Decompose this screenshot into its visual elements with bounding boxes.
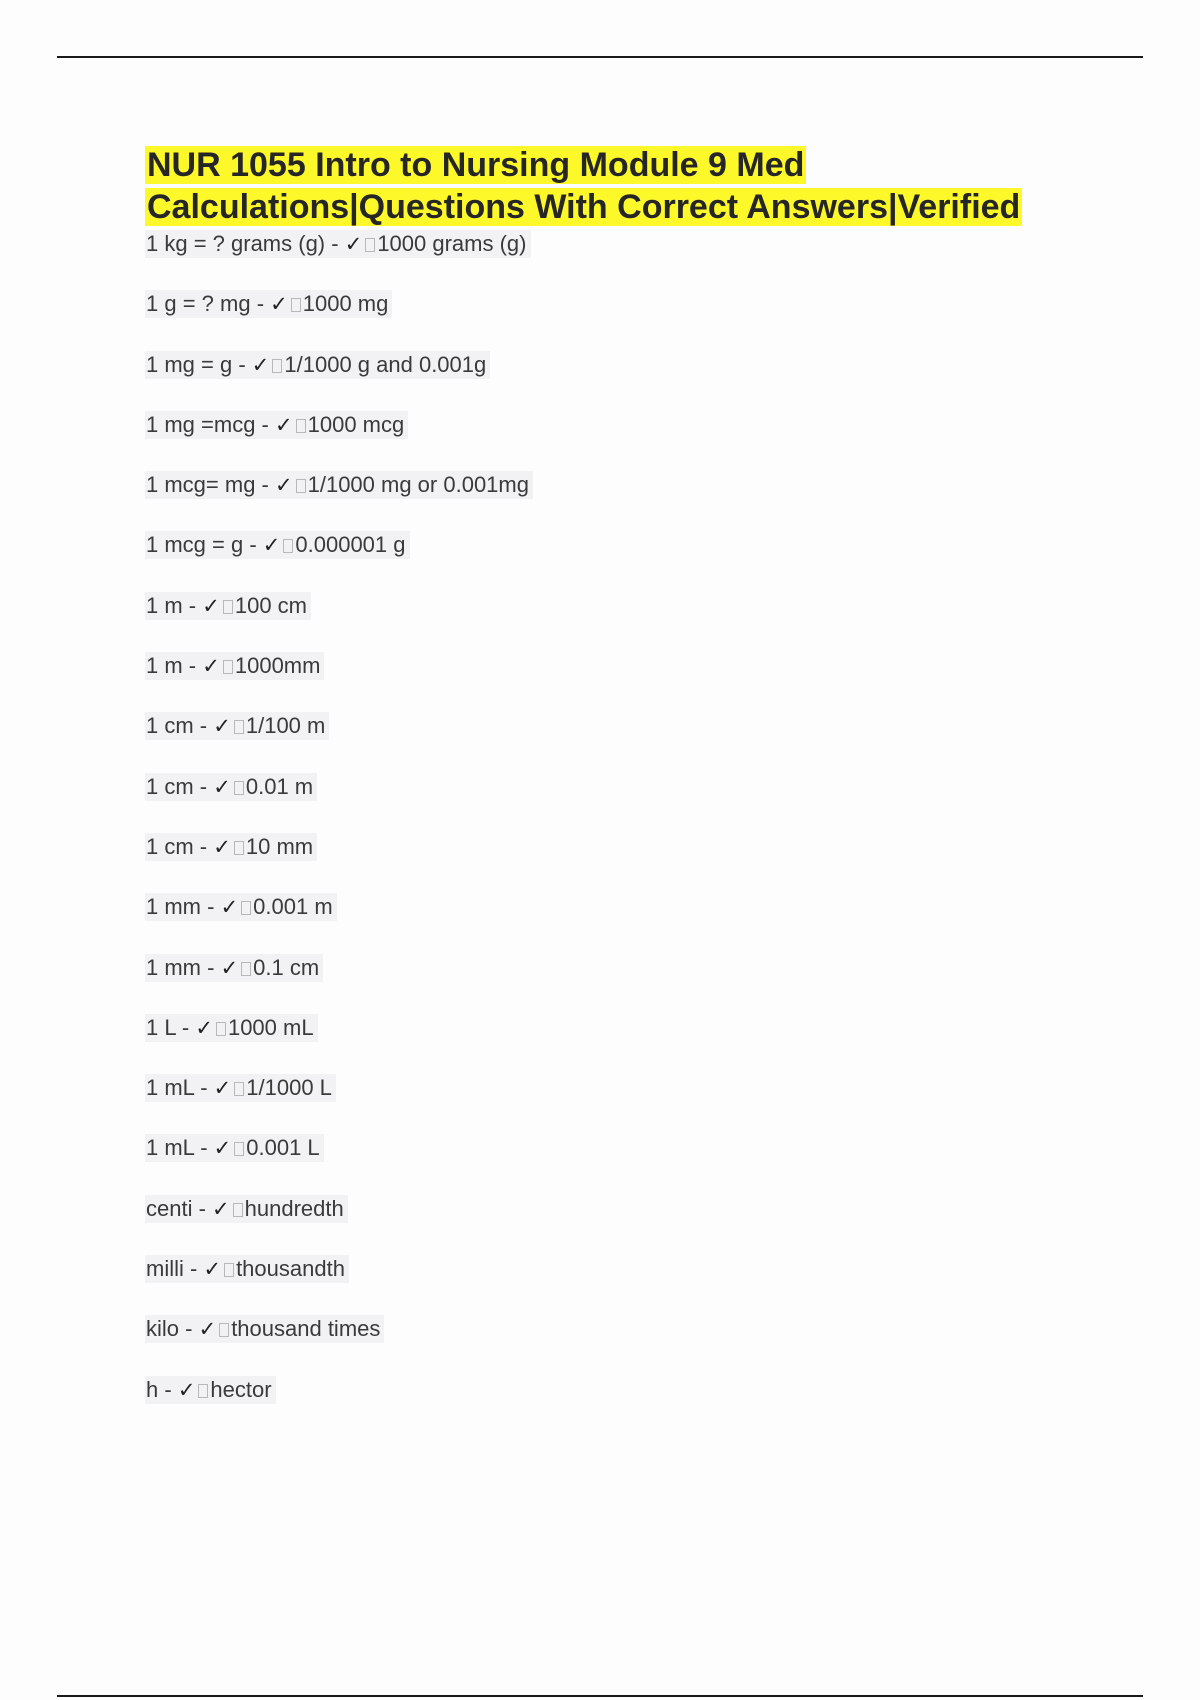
check-icon: ✓ — [202, 593, 220, 618]
qa-separator: - — [255, 472, 275, 498]
qa-item — [145, 652, 1105, 712]
qa-item — [145, 1255, 1105, 1315]
qa-separator: - — [243, 532, 263, 558]
qa-item — [145, 351, 1105, 411]
qa-item — [145, 1014, 1105, 1074]
qa-answer: 0.1 cm — [253, 954, 320, 980]
qa-question: 1 mL — [146, 1135, 195, 1161]
qa-item — [145, 1315, 1105, 1375]
qa-answer: 1/100 m — [245, 713, 326, 739]
qa-line — [145, 290, 392, 318]
qa-question: 1 m — [146, 592, 183, 618]
qa-question: 1 L — [146, 1014, 176, 1040]
qa-answer: 0.000001 g — [295, 532, 406, 558]
box-icon — [234, 841, 244, 855]
document-body — [145, 144, 1105, 1436]
title-highlight: NUR 1055 Intro to Nursing Module 9 Med Calculations|Questions With Correct Answers|Verified — [147, 146, 1021, 226]
qa-line — [145, 1074, 336, 1102]
qa-item — [145, 1134, 1105, 1194]
box-icon — [234, 720, 244, 734]
box-icon — [219, 1323, 229, 1337]
document-title — [145, 144, 1105, 228]
qa-item — [145, 1376, 1105, 1436]
box-icon — [223, 660, 233, 674]
qa-answer: 0.001 L — [246, 1135, 320, 1161]
check-icon: ✓ — [202, 654, 220, 679]
qa-line — [145, 1315, 384, 1343]
qa-question: 1 m — [146, 653, 183, 679]
check-icon: ✓ — [275, 412, 293, 437]
check-icon: ✓ — [198, 1317, 217, 1342]
qa-question: centi — [146, 1195, 193, 1221]
qa-answer: 10 mm — [245, 833, 314, 859]
box-icon — [233, 1203, 243, 1217]
qa-separator: - — [194, 1135, 214, 1161]
qa-line — [145, 411, 408, 439]
box-icon — [272, 359, 282, 373]
box-icon — [296, 419, 306, 433]
qa-answer: hector — [210, 1376, 272, 1402]
check-icon: ✓ — [344, 232, 363, 256]
box-icon — [224, 1263, 234, 1277]
qa-item — [145, 954, 1105, 1014]
check-icon: ✓ — [213, 714, 231, 739]
box-icon — [216, 1022, 226, 1036]
qa-item — [145, 592, 1105, 652]
qa-answer: 100 cm — [234, 592, 308, 618]
qa-item — [145, 411, 1105, 471]
check-icon: ✓ — [213, 774, 231, 799]
bottom-rule — [57, 1695, 1143, 1697]
check-icon: ✓ — [212, 1196, 230, 1221]
qa-item — [145, 1074, 1105, 1134]
qa-question: 1 mcg= mg — [146, 472, 256, 498]
qa-separator: - — [232, 351, 252, 377]
qa-separator: - — [201, 894, 221, 920]
qa-item — [145, 893, 1105, 953]
qa-line — [145, 954, 323, 982]
check-icon: ✓ — [203, 1257, 222, 1282]
qa-answer: 1000 grams (g) — [377, 231, 527, 256]
qa-separator: - — [194, 1075, 214, 1101]
qa-line — [145, 1014, 318, 1042]
qa-item — [145, 471, 1105, 531]
qa-question: 1 cm — [146, 713, 194, 739]
qa-line — [145, 712, 329, 740]
box-icon — [241, 901, 251, 915]
qa-question: 1 g = ? mg — [146, 291, 251, 317]
check-icon: ✓ — [177, 1377, 196, 1402]
qa-answer: thousand times — [231, 1316, 381, 1342]
qa-item — [145, 290, 1105, 350]
qa-separator: - — [179, 1316, 199, 1342]
box-icon — [234, 1082, 244, 1096]
qa-question: 1 kg = ? grams (g) — [146, 231, 326, 256]
qa-line — [145, 833, 317, 861]
box-icon — [198, 1384, 208, 1398]
box-icon — [296, 479, 306, 493]
qa-separator: - — [255, 411, 275, 437]
qa-list — [145, 230, 1105, 1436]
qa-answer: 0.01 m — [245, 773, 314, 799]
qa-item — [145, 773, 1105, 833]
qa-answer: hundredth — [244, 1195, 344, 1221]
box-icon — [234, 1142, 244, 1156]
qa-line — [145, 351, 490, 379]
qa-separator: - — [193, 773, 214, 799]
qa-separator: - — [182, 592, 203, 618]
qa-separator: - — [193, 833, 214, 859]
qa-separator: - — [182, 653, 203, 679]
qa-line — [145, 592, 311, 620]
box-icon — [291, 298, 301, 312]
qa-answer: 1000mm — [234, 653, 321, 679]
qa-answer: 1000 mL — [227, 1014, 314, 1040]
check-icon: ✓ — [220, 955, 239, 980]
qa-answer: thousandth — [236, 1256, 345, 1282]
qa-answer: 1/1000 L — [246, 1075, 332, 1101]
qa-line — [145, 1195, 348, 1223]
qa-question: h — [146, 1376, 159, 1402]
qa-answer: 1000 mcg — [307, 411, 405, 437]
qa-separator: - — [158, 1376, 178, 1402]
box-icon — [241, 962, 251, 976]
qa-question: kilo — [146, 1316, 180, 1342]
qa-line — [145, 531, 410, 559]
box-icon — [234, 781, 244, 795]
qa-line — [145, 773, 317, 801]
check-icon: ✓ — [275, 473, 293, 498]
box-icon — [223, 600, 233, 614]
check-icon: ✓ — [270, 292, 288, 317]
qa-question: 1 cm — [146, 773, 194, 799]
check-icon: ✓ — [213, 834, 231, 859]
qa-answer: 1000 mg — [302, 291, 389, 317]
qa-line — [145, 1255, 349, 1283]
qa-item — [145, 1195, 1105, 1255]
qa-answer: 0.001 m — [253, 894, 333, 920]
qa-answer: 1/1000 g and 0.001g — [284, 351, 487, 377]
qa-separator: - — [201, 954, 221, 980]
check-icon: ✓ — [213, 1076, 232, 1101]
box-icon — [283, 539, 293, 553]
qa-separator: - — [193, 713, 214, 739]
qa-item — [145, 230, 1105, 290]
qa-separator: - — [175, 1014, 196, 1040]
qa-answer: 1/1000 mg or 0.001mg — [307, 472, 529, 498]
check-icon: ✓ — [220, 895, 239, 920]
check-icon: ✓ — [251, 352, 270, 377]
qa-question: 1 mm — [146, 894, 201, 920]
qa-question: 1 mg =mcg — [146, 411, 256, 437]
qa-question: 1 mm — [146, 954, 201, 980]
qa-item — [145, 833, 1105, 893]
check-icon: ✓ — [213, 1136, 232, 1161]
qa-item — [145, 531, 1105, 591]
qa-line — [145, 1134, 324, 1162]
check-icon: ✓ — [195, 1015, 213, 1040]
qa-separator: - — [250, 291, 271, 317]
qa-line — [145, 652, 324, 680]
qa-question: milli — [146, 1256, 184, 1282]
qa-line — [145, 471, 533, 499]
check-icon: ✓ — [262, 533, 281, 558]
qa-item — [145, 712, 1105, 772]
qa-separator: - — [183, 1256, 204, 1282]
qa-separator: - — [192, 1195, 213, 1221]
qa-question: 1 mg = g — [146, 351, 233, 377]
top-rule — [57, 56, 1143, 58]
box-icon — [365, 238, 375, 252]
qa-question: 1 cm — [146, 833, 194, 859]
qa-line — [145, 1376, 276, 1404]
qa-question: 1 mcg = g — [146, 532, 244, 558]
qa-line — [145, 893, 337, 921]
qa-line — [145, 230, 531, 258]
qa-separator: - — [325, 231, 345, 256]
qa-question: 1 mL — [146, 1075, 195, 1101]
